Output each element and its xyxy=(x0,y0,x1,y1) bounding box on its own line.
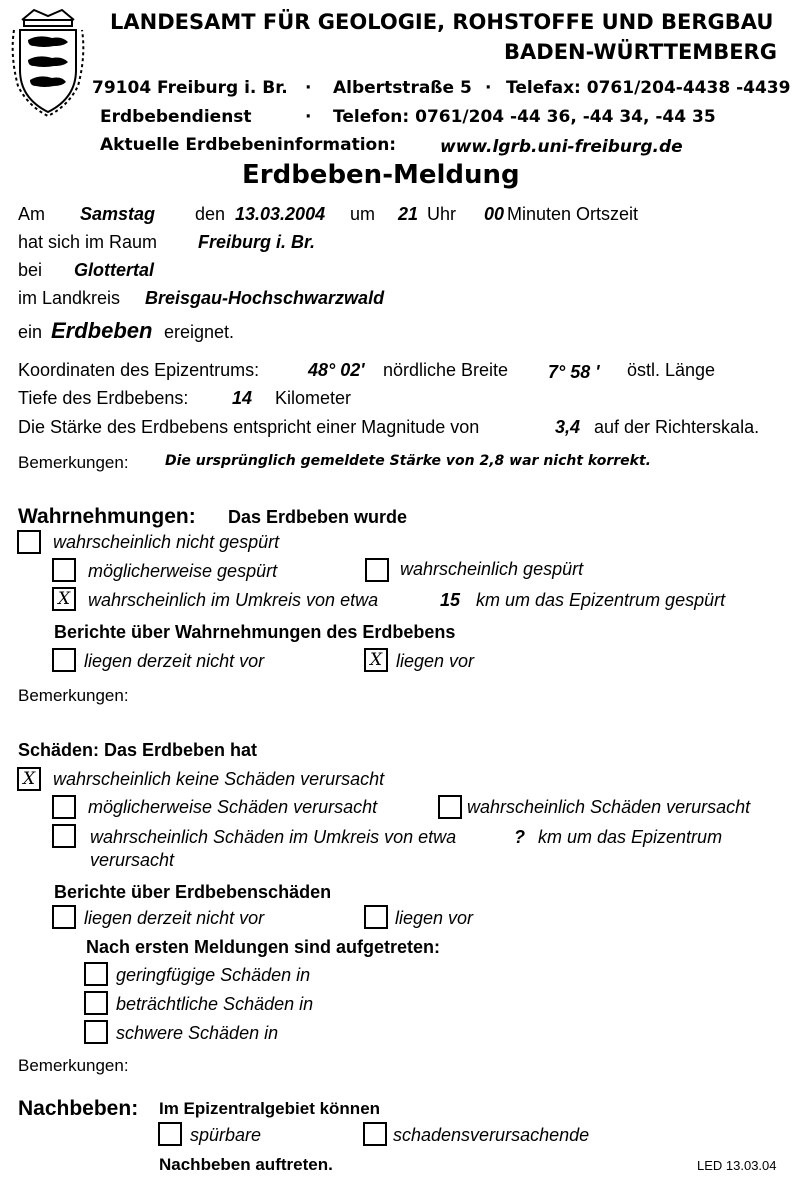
checkbox-no-damage[interactable]: X xyxy=(17,767,41,791)
checkbox-damage-reports-none[interactable] xyxy=(52,905,76,929)
longitude-value: 7° 58 ' xyxy=(548,362,600,382)
schaeden-heading: Schäden: Das Erdbeben hat xyxy=(18,740,258,760)
agency-state: BADEN-WÜRTTEMBERG xyxy=(504,40,777,64)
depth-unit: Kilometer xyxy=(275,388,352,408)
option-felt-radius-suffix: km um das Epizentrum gespürt xyxy=(476,590,726,610)
option-damage-radius-label: wahrscheinlich Schäden im Umkreis von etwa xyxy=(90,827,457,847)
fax-number: Telefax: 0761/204-4438 -4439 xyxy=(506,78,791,98)
info-label: Aktuelle Erdbebeninformation: xyxy=(100,135,397,155)
address-city: 79104 Freiburg i. Br. xyxy=(92,78,288,98)
latitude-label: nördliche Breite xyxy=(383,360,509,380)
info-url[interactable]: www.lgrb.uni-freiburg.de xyxy=(440,137,683,157)
event-type-value: Erdbeben xyxy=(51,318,153,343)
bei-label: bei xyxy=(18,260,43,280)
checkbox-damage-radius[interactable] xyxy=(52,824,76,848)
checkbox-maybe-damage[interactable] xyxy=(52,795,76,819)
perception-remarks-label: Bemerkungen: xyxy=(18,686,129,705)
nachbeben-heading: Nachbeben: xyxy=(18,1097,139,1120)
option-not-felt-label: wahrscheinlich nicht gespürt xyxy=(53,532,280,552)
landkreis-value: Breisgau-Hochschwarzwald xyxy=(145,288,385,308)
first-reports-heading: Nach ersten Meldungen sind aufgetreten: xyxy=(86,937,441,957)
form-title: Erdbeben-Meldung xyxy=(242,160,520,190)
option-damage-radius-suffix: km um das Epizentrum xyxy=(538,827,723,847)
damage-radius-value: ? xyxy=(514,827,525,847)
address-dot-1: · xyxy=(305,78,312,98)
agency-title: LANDESAMT FÜR GEOLOGIE, ROHSTOFFE UND BERGBAU xyxy=(110,10,774,34)
coord-label: Koordinaten des Epizentrums: xyxy=(18,360,260,380)
magnitude-value: 3,4 xyxy=(555,417,581,437)
checkbox-aftershock-felt[interactable] xyxy=(158,1122,182,1146)
option-maybe-damage-label: möglicherweise Schäden verursacht xyxy=(88,797,378,817)
remarks-value: Die ursprünglich gemeldete Stärke von 2,8 war nicht korrekt. xyxy=(165,453,651,469)
am-label: Am xyxy=(18,204,45,224)
phone-number: Telefon: 0761/204 -44 36, -44 34, -44 35 xyxy=(333,107,716,127)
checkbox-damage-reports-yes[interactable] xyxy=(364,905,388,929)
um-label: um xyxy=(350,204,376,224)
checkbox-probably-felt[interactable] xyxy=(365,558,389,582)
ein-label: ein xyxy=(18,322,43,342)
latitude-value: 48° 02' xyxy=(308,360,365,380)
magnitude-label: Die Stärke des Erdbebens entspricht einer Magnitude von xyxy=(18,417,480,437)
option-damage-radius-line2: verursacht xyxy=(90,850,175,870)
damage-reports-heading: Berichte über Erdbebenschäden xyxy=(54,882,332,902)
ereignet-label: ereignet. xyxy=(164,322,235,342)
depth-label: Tiefe des Erdbebens: xyxy=(18,388,189,408)
option-maybe-felt-label: möglicherweise gespürt xyxy=(88,561,278,581)
checkbox-perception-reports-yes[interactable]: X xyxy=(364,648,388,672)
option-probably-felt-label: wahrscheinlich gespürt xyxy=(400,559,584,579)
checkbox-aftershock-damaging[interactable] xyxy=(363,1122,387,1146)
option-no-damage-label: wahrscheinlich keine Schäden verursacht xyxy=(53,769,385,789)
wahrnehmungen-sub: Das Erdbeben wurde xyxy=(228,507,408,527)
raum-value: Freiburg i. Br. xyxy=(198,232,316,252)
depth-value: 14 xyxy=(232,388,253,408)
felt-radius-value: 15 xyxy=(440,590,461,610)
address-dot-2: · xyxy=(485,78,492,98)
uhr-label: Uhr xyxy=(427,204,457,224)
damage-reports-yes-label: liegen vor xyxy=(395,908,474,928)
minuten-label: Minuten Ortszeit xyxy=(507,204,639,224)
form-code: LED 13.03.04 xyxy=(697,1158,777,1173)
damage-remarks-label: Bemerkungen: xyxy=(18,1056,129,1075)
address-street: Albertstraße 5 xyxy=(333,78,472,98)
raum-label: hat sich im Raum xyxy=(18,232,158,252)
hour-value: 21 xyxy=(398,204,419,224)
magnitude-suffix: auf der Richterskala. xyxy=(594,417,760,437)
perception-reports-heading: Berichte über Wahrnehmungen des Erdbebens xyxy=(54,622,456,642)
wahrnehmungen-heading: Wahrnehmungen: xyxy=(18,505,196,528)
remarks-label: Bemerkungen: xyxy=(18,453,129,472)
checkbox-considerable-damage[interactable] xyxy=(84,991,108,1015)
option-probably-damage-label: wahrscheinlich Schäden verursacht xyxy=(467,797,751,817)
coat-of-arms-logo xyxy=(8,6,88,118)
checkbox-probably-damage[interactable] xyxy=(438,795,462,819)
service-name: Erdbebendienst xyxy=(100,107,252,127)
perception-reports-none-label: liegen derzeit nicht vor xyxy=(84,651,265,671)
checkbox-perception-reports-none[interactable] xyxy=(52,648,76,672)
checkbox-maybe-felt[interactable] xyxy=(52,558,76,582)
checkbox-not-felt[interactable] xyxy=(17,530,41,554)
landkreis-label: im Landkreis xyxy=(18,288,121,308)
aftershock-damaging-label: schadensverursachende xyxy=(393,1125,590,1145)
date-value: 13.03.2004 xyxy=(235,204,326,224)
weekday-value: Samstag xyxy=(80,204,156,224)
aftershock-felt-label: spürbare xyxy=(190,1125,262,1145)
damage-reports-none-label: liegen derzeit nicht vor xyxy=(84,908,265,928)
aftershock-footer-line: Nachbeben auftreten. xyxy=(159,1155,333,1174)
minute-value: 00 xyxy=(484,204,505,224)
den-label: den xyxy=(195,204,226,224)
bei-value: Glottertal xyxy=(74,260,155,280)
perception-reports-yes-label: liegen vor xyxy=(396,651,475,671)
checkbox-minor-damage[interactable] xyxy=(84,962,108,986)
checkbox-severe-damage[interactable] xyxy=(84,1020,108,1044)
minor-damage-label: geringfügige Schäden in xyxy=(116,965,311,985)
nachbeben-sub: Im Epizentralgebiet können xyxy=(159,1099,381,1118)
phone-dot: · xyxy=(305,107,312,127)
checkbox-felt-radius[interactable]: X xyxy=(52,587,76,611)
severe-damage-label: schwere Schäden in xyxy=(116,1023,279,1043)
longitude-label: östl. Länge xyxy=(627,360,716,380)
considerable-damage-label: beträchtliche Schäden in xyxy=(116,994,314,1014)
option-felt-radius-label: wahrscheinlich im Umkreis von etwa xyxy=(88,590,379,610)
